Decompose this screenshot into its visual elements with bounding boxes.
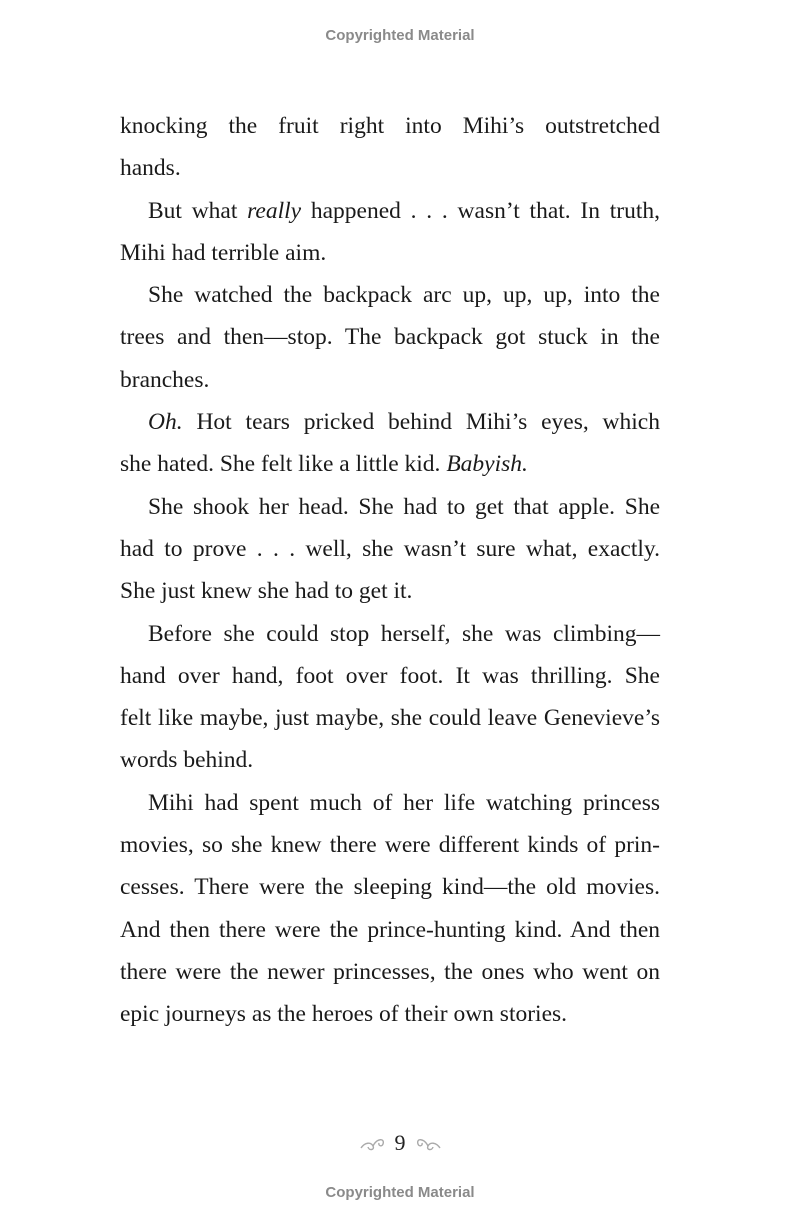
text-line (120, 486, 660, 528)
copyright-watermark-bottom: Copyrighted Material (325, 1184, 475, 1201)
text-line (120, 909, 660, 951)
body-text (120, 105, 660, 1036)
text-line (120, 401, 660, 443)
text-line (120, 105, 660, 147)
page-footer (0, 1130, 800, 1156)
paragraph (120, 486, 660, 613)
italic-text: Babyish. (446, 451, 528, 478)
text-line (120, 190, 660, 232)
text-line (120, 316, 660, 358)
text-line (120, 570, 660, 612)
text-run: hands. (120, 155, 181, 182)
text-run: epic journeys as the heroes of their own stories. (120, 1001, 568, 1028)
text-run: Hot tears pricked behind Mihi’s eyes, which (182, 409, 660, 436)
text-run: knocking the fruit right into Mihi’s outstretched (120, 113, 660, 139)
italic-text: Oh. (148, 409, 183, 436)
text-line (120, 824, 660, 866)
paragraph (120, 190, 660, 275)
italic-text: really (247, 197, 302, 224)
page-number: 9 (394, 1130, 406, 1155)
text-run: Mihi had terrible aim. (120, 239, 327, 266)
text-line (120, 528, 660, 570)
text-line (120, 782, 660, 824)
text-run: She just knew she had to get it. (120, 578, 413, 605)
text-run: But what (148, 197, 248, 224)
text-line (120, 951, 660, 993)
copyright-watermark-top: Copyrighted Material (325, 27, 475, 44)
text-line (120, 443, 660, 485)
text-run: And then there were the prince-hunting kind. And then (120, 916, 660, 943)
text-line (120, 232, 660, 274)
text-run: happened . . . wasn’t that. In truth, (301, 197, 661, 224)
right-flourish-icon (414, 1132, 442, 1154)
text-run: words behind. (120, 747, 254, 774)
text-run: trees and then—stop. The backpack got stuck in the (120, 324, 660, 351)
text-line (120, 739, 660, 781)
text-line (120, 147, 660, 189)
text-run: movies, so she knew there were different kinds of prin- (120, 832, 660, 859)
paragraph (120, 613, 660, 782)
text-line (120, 697, 660, 739)
text-run: she hated. She felt like a little kid. (120, 451, 447, 478)
text-run: She watched the backpack arc up, up, up, into the (148, 282, 660, 309)
text-line (120, 359, 660, 401)
text-run: hand over hand, foot over foot. It was thrilling. She (120, 662, 660, 689)
text-run: Before she could stop herself, she was climbing— (148, 620, 660, 647)
text-run: branches. (120, 366, 210, 393)
text-run: cesses. There were the sleeping kind—the old movies. (120, 874, 660, 901)
left-flourish-icon (359, 1132, 387, 1154)
text-line (120, 613, 660, 655)
text-line (120, 655, 660, 697)
text-line (120, 274, 660, 316)
text-run: She shook her head. She had to get that apple. She (148, 493, 660, 520)
text-run: felt like maybe, just maybe, she could leave Genevieve’s (120, 705, 660, 732)
paragraph (120, 401, 660, 486)
text-run: Mihi had spent much of her life watching princess (148, 789, 660, 816)
paragraph (120, 105, 660, 190)
text-run: there were the newer princesses, the ones who went on (120, 958, 660, 985)
text-run: had to prove . . . well, she wasn’t sure what, exactly. (120, 535, 660, 562)
paragraph (120, 782, 660, 1036)
text-line (120, 866, 660, 908)
paragraph (120, 274, 660, 401)
text-line (120, 993, 660, 1035)
